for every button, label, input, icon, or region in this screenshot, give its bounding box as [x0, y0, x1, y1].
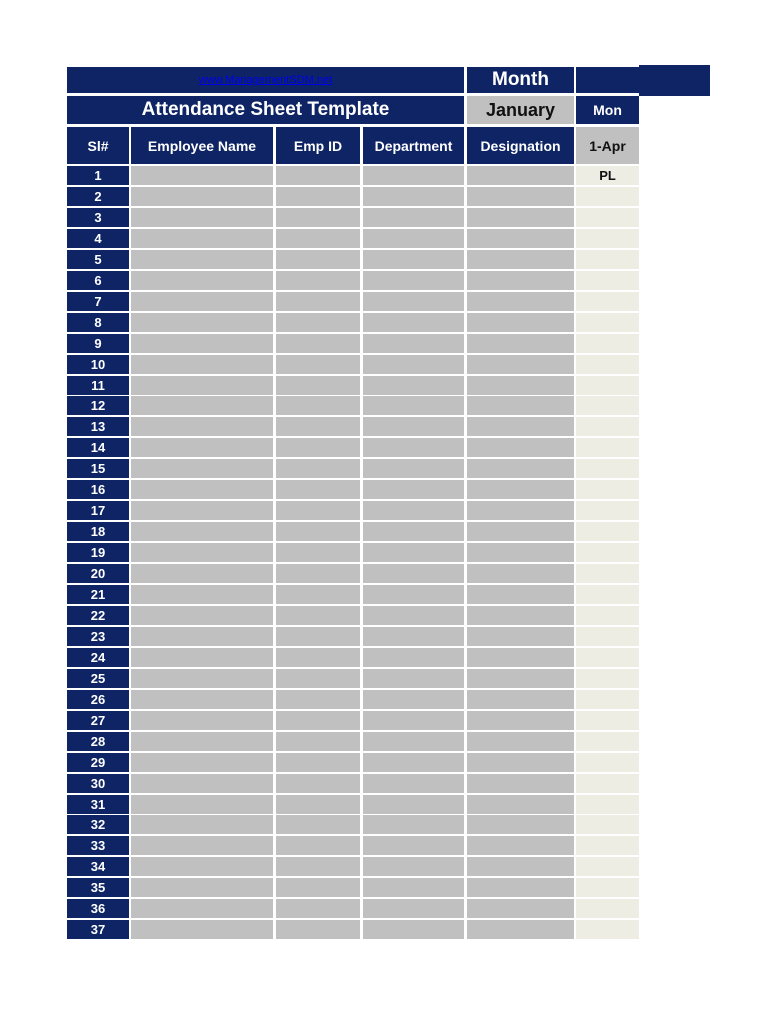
- emp-id-cell[interactable]: [276, 501, 360, 520]
- emp-id-cell[interactable]: [276, 899, 360, 918]
- designation-cell[interactable]: [467, 815, 574, 834]
- attendance-status-cell[interactable]: [576, 229, 639, 248]
- emp-id-cell[interactable]: [276, 229, 360, 248]
- attendance-status-cell[interactable]: [576, 271, 639, 290]
- designation-cell[interactable]: [467, 271, 574, 290]
- designation-cell[interactable]: [467, 229, 574, 248]
- serial-number: 15: [67, 459, 129, 478]
- department-cell[interactable]: [363, 711, 464, 730]
- designation-cell[interactable]: [467, 627, 574, 646]
- department-cell[interactable]: [363, 627, 464, 646]
- date-header: 1-Apr: [576, 127, 639, 164]
- designation-cell[interactable]: [467, 836, 574, 855]
- employee-name-cell[interactable]: [131, 229, 273, 248]
- emp-id-cell[interactable]: [276, 669, 360, 688]
- employee-name-cell[interactable]: [131, 396, 273, 415]
- designation-cell[interactable]: [467, 438, 574, 457]
- department-cell[interactable]: [363, 334, 464, 353]
- designation-cell[interactable]: [467, 355, 574, 374]
- header-overflow-cell: [639, 65, 710, 96]
- day-name-header: Mon: [576, 96, 639, 124]
- employee-name-cell[interactable]: [131, 355, 273, 374]
- attendance-status-cell[interactable]: [576, 690, 639, 709]
- employee-name-cell[interactable]: [131, 376, 273, 395]
- attendance-status-cell[interactable]: [576, 501, 639, 520]
- designation-cell[interactable]: [467, 292, 574, 311]
- department-cell[interactable]: [363, 899, 464, 918]
- department-cell[interactable]: [363, 878, 464, 897]
- employee-name-cell[interactable]: [131, 334, 273, 353]
- designation-cell[interactable]: [467, 732, 574, 751]
- serial-number: 29: [67, 753, 129, 772]
- employee-name-cell[interactable]: [131, 690, 273, 709]
- employee-name-cell[interactable]: [131, 585, 273, 604]
- employee-name-cell[interactable]: [131, 878, 273, 897]
- emp-id-cell[interactable]: [276, 396, 360, 415]
- emp-id-cell[interactable]: [276, 774, 360, 793]
- employee-name-cell[interactable]: [131, 522, 273, 541]
- attendance-status-cell[interactable]: [576, 878, 639, 897]
- employee-name-cell[interactable]: [131, 627, 273, 646]
- employee-name-cell[interactable]: [131, 899, 273, 918]
- emp-id-cell[interactable]: [276, 711, 360, 730]
- designation-cell[interactable]: [467, 459, 574, 478]
- attendance-status-cell[interactable]: [576, 376, 639, 395]
- attendance-status-cell[interactable]: [576, 522, 639, 541]
- designation-header: Designation: [467, 127, 574, 164]
- department-header: Department: [363, 127, 464, 164]
- emp-id-cell[interactable]: [276, 564, 360, 583]
- department-cell[interactable]: [363, 166, 464, 185]
- website-link[interactable]: www.ManagementSDM.net: [198, 74, 333, 86]
- serial-number: 1: [67, 166, 129, 185]
- emp-id-cell[interactable]: [276, 627, 360, 646]
- designation-cell[interactable]: [467, 376, 574, 395]
- serial-number: 5: [67, 250, 129, 269]
- attendance-status-cell[interactable]: [576, 334, 639, 353]
- serial-number: 22: [67, 606, 129, 625]
- department-cell[interactable]: [363, 208, 464, 227]
- employee-name-cell[interactable]: [131, 438, 273, 457]
- employee-name-cell[interactable]: [131, 564, 273, 583]
- employee-name-cell[interactable]: [131, 187, 273, 206]
- attendance-status-cell[interactable]: [576, 815, 639, 834]
- designation-cell[interactable]: [467, 711, 574, 730]
- employee-name-cell[interactable]: [131, 774, 273, 793]
- employee-name-cell[interactable]: [131, 920, 273, 939]
- designation-cell[interactable]: [467, 564, 574, 583]
- department-cell[interactable]: [363, 396, 464, 415]
- attendance-status-cell[interactable]: [576, 459, 639, 478]
- employee-name-cell[interactable]: [131, 857, 273, 876]
- serial-number: 13: [67, 417, 129, 436]
- emp-id-cell[interactable]: [276, 459, 360, 478]
- designation-cell[interactable]: [467, 669, 574, 688]
- attendance-status-cell[interactable]: [576, 355, 639, 374]
- attendance-status-cell[interactable]: [576, 585, 639, 604]
- department-cell[interactable]: [363, 187, 464, 206]
- employee-name-cell[interactable]: [131, 543, 273, 562]
- month-label: Month: [467, 67, 574, 93]
- serial-number: 9: [67, 334, 129, 353]
- designation-cell[interactable]: [467, 899, 574, 918]
- employee-name-cell[interactable]: [131, 166, 273, 185]
- emp-id-cell[interactable]: [276, 417, 360, 436]
- department-cell[interactable]: [363, 669, 464, 688]
- employee-name-cell[interactable]: [131, 480, 273, 499]
- department-cell[interactable]: [363, 543, 464, 562]
- serial-number: 19: [67, 543, 129, 562]
- emp-id-cell[interactable]: [276, 648, 360, 667]
- emp-id-cell[interactable]: [276, 313, 360, 332]
- serial-number: 32: [67, 815, 129, 834]
- emp-id-cell[interactable]: [276, 208, 360, 227]
- department-cell[interactable]: [363, 438, 464, 457]
- employee-name-cell[interactable]: [131, 313, 273, 332]
- department-cell[interactable]: [363, 774, 464, 793]
- emp-id-cell[interactable]: [276, 585, 360, 604]
- serial-number: 17: [67, 501, 129, 520]
- serial-number: 12: [67, 396, 129, 415]
- attendance-status-cell[interactable]: [576, 543, 639, 562]
- department-cell[interactable]: [363, 732, 464, 751]
- employee-name-cell[interactable]: [131, 501, 273, 520]
- emp-id-cell[interactable]: [276, 334, 360, 353]
- emp-id-cell[interactable]: [276, 857, 360, 876]
- department-cell[interactable]: [363, 920, 464, 939]
- designation-cell[interactable]: [467, 606, 574, 625]
- employee-name-cell[interactable]: [131, 795, 273, 814]
- department-cell[interactable]: [363, 564, 464, 583]
- link-cell: [67, 67, 464, 93]
- serial-number: 30: [67, 774, 129, 793]
- attendance-status-cell[interactable]: [576, 564, 639, 583]
- serial-number: 34: [67, 857, 129, 876]
- designation-cell[interactable]: [467, 690, 574, 709]
- attendance-status-cell[interactable]: [576, 480, 639, 499]
- department-cell[interactable]: [363, 836, 464, 855]
- emp-id-cell[interactable]: [276, 795, 360, 814]
- department-cell[interactable]: [363, 459, 464, 478]
- serial-number: 7: [67, 292, 129, 311]
- serial-number: 8: [67, 313, 129, 332]
- designation-cell[interactable]: [467, 480, 574, 499]
- serial-number: 35: [67, 878, 129, 897]
- attendance-status-cell[interactable]: [576, 606, 639, 625]
- attendance-status-cell[interactable]: [576, 669, 639, 688]
- department-cell[interactable]: [363, 501, 464, 520]
- designation-cell[interactable]: [467, 774, 574, 793]
- department-cell[interactable]: [363, 292, 464, 311]
- attendance-status-cell[interactable]: [576, 208, 639, 227]
- serial-number: 6: [67, 271, 129, 290]
- designation-cell[interactable]: [467, 795, 574, 814]
- serial-number: 23: [67, 627, 129, 646]
- sl-header: Sl#: [67, 127, 129, 164]
- attendance-status-cell[interactable]: [576, 187, 639, 206]
- attendance-status-cell[interactable]: PL: [576, 166, 639, 185]
- attendance-status-cell[interactable]: [576, 396, 639, 415]
- designation-cell[interactable]: [467, 878, 574, 897]
- designation-cell[interactable]: [467, 522, 574, 541]
- employee-name-cell[interactable]: [131, 250, 273, 269]
- emp-id-cell[interactable]: [276, 271, 360, 290]
- attendance-status-cell[interactable]: [576, 627, 639, 646]
- serial-number: 14: [67, 438, 129, 457]
- designation-cell[interactable]: [467, 543, 574, 562]
- employee-name-cell[interactable]: [131, 711, 273, 730]
- serial-number: 28: [67, 732, 129, 751]
- serial-number: 21: [67, 585, 129, 604]
- employee-name-header: Employee Name: [131, 127, 273, 164]
- serial-number: 2: [67, 187, 129, 206]
- emp-id-cell[interactable]: [276, 480, 360, 499]
- emp-id-cell[interactable]: [276, 355, 360, 374]
- serial-number: 10: [67, 355, 129, 374]
- serial-number: 16: [67, 480, 129, 499]
- designation-cell[interactable]: [467, 396, 574, 415]
- emp-id-cell[interactable]: [276, 878, 360, 897]
- serial-number: 18: [67, 522, 129, 541]
- attendance-status-cell[interactable]: [576, 753, 639, 772]
- employee-name-cell[interactable]: [131, 208, 273, 227]
- department-cell[interactable]: [363, 522, 464, 541]
- attendance-status-cell[interactable]: [576, 417, 639, 436]
- department-cell[interactable]: [363, 795, 464, 814]
- serial-number: 11: [67, 376, 129, 395]
- designation-cell[interactable]: [467, 753, 574, 772]
- employee-name-cell[interactable]: [131, 732, 273, 751]
- attendance-status-cell[interactable]: [576, 774, 639, 793]
- attendance-status-cell[interactable]: [576, 250, 639, 269]
- department-cell[interactable]: [363, 271, 464, 290]
- designation-cell[interactable]: [467, 920, 574, 939]
- department-cell[interactable]: [363, 480, 464, 499]
- designation-cell[interactable]: [467, 648, 574, 667]
- attendance-status-cell[interactable]: [576, 648, 639, 667]
- emp-id-cell[interactable]: [276, 920, 360, 939]
- department-cell[interactable]: [363, 606, 464, 625]
- department-cell[interactable]: [363, 313, 464, 332]
- serial-number: 26: [67, 690, 129, 709]
- attendance-status-cell[interactable]: [576, 711, 639, 730]
- attendance-status-cell[interactable]: [576, 836, 639, 855]
- designation-cell[interactable]: [467, 334, 574, 353]
- emp-id-cell[interactable]: [276, 753, 360, 772]
- header-extension-cell: [576, 67, 639, 93]
- attendance-status-cell[interactable]: [576, 795, 639, 814]
- emp-id-cell[interactable]: [276, 376, 360, 395]
- employee-name-cell[interactable]: [131, 459, 273, 478]
- serial-number: 37: [67, 920, 129, 939]
- serial-number: 3: [67, 208, 129, 227]
- emp-id-cell[interactable]: [276, 815, 360, 834]
- emp-id-cell[interactable]: [276, 292, 360, 311]
- attendance-status-cell[interactable]: [576, 292, 639, 311]
- attendance-status-cell[interactable]: [576, 899, 639, 918]
- serial-number: 24: [67, 648, 129, 667]
- employee-name-cell[interactable]: [131, 648, 273, 667]
- department-cell[interactable]: [363, 376, 464, 395]
- employee-name-cell[interactable]: [131, 836, 273, 855]
- serial-number: 31: [67, 795, 129, 814]
- department-cell[interactable]: [363, 753, 464, 772]
- designation-cell[interactable]: [467, 585, 574, 604]
- attendance-status-cell[interactable]: [576, 920, 639, 939]
- emp-id-cell[interactable]: [276, 543, 360, 562]
- attendance-status-cell[interactable]: [576, 857, 639, 876]
- emp-id-cell[interactable]: [276, 606, 360, 625]
- serial-number: 25: [67, 669, 129, 688]
- designation-cell[interactable]: [467, 857, 574, 876]
- emp-id-cell[interactable]: [276, 187, 360, 206]
- designation-cell[interactable]: [467, 313, 574, 332]
- department-cell[interactable]: [363, 250, 464, 269]
- emp-id-cell[interactable]: [276, 250, 360, 269]
- serial-number: 36: [67, 899, 129, 918]
- serial-number: 20: [67, 564, 129, 583]
- department-cell[interactable]: [363, 815, 464, 834]
- attendance-status-cell[interactable]: [576, 438, 639, 457]
- designation-cell[interactable]: [467, 250, 574, 269]
- designation-cell[interactable]: [467, 501, 574, 520]
- employee-name-cell[interactable]: [131, 417, 273, 436]
- emp-id-cell[interactable]: [276, 690, 360, 709]
- department-cell[interactable]: [363, 585, 464, 604]
- emp-id-cell[interactable]: [276, 836, 360, 855]
- serial-number: 27: [67, 711, 129, 730]
- employee-name-cell[interactable]: [131, 815, 273, 834]
- serial-number: 33: [67, 836, 129, 855]
- designation-cell[interactable]: [467, 187, 574, 206]
- month-value[interactable]: January: [467, 96, 574, 124]
- department-cell[interactable]: [363, 417, 464, 436]
- employee-name-cell[interactable]: [131, 753, 273, 772]
- employee-name-cell[interactable]: [131, 606, 273, 625]
- designation-cell[interactable]: [467, 208, 574, 227]
- department-cell[interactable]: [363, 355, 464, 374]
- attendance-status-cell[interactable]: [576, 732, 639, 751]
- emp-id-header: Emp ID: [276, 127, 360, 164]
- employee-name-cell[interactable]: [131, 669, 273, 688]
- emp-id-cell[interactable]: [276, 438, 360, 457]
- employee-name-cell[interactable]: [131, 271, 273, 290]
- department-cell[interactable]: [363, 648, 464, 667]
- emp-id-cell[interactable]: [276, 522, 360, 541]
- sheet-title: Attendance Sheet Template: [67, 96, 464, 124]
- department-cell[interactable]: [363, 229, 464, 248]
- serial-number: 4: [67, 229, 129, 248]
- emp-id-cell[interactable]: [276, 732, 360, 751]
- department-cell[interactable]: [363, 857, 464, 876]
- emp-id-cell[interactable]: [276, 166, 360, 185]
- department-cell[interactable]: [363, 690, 464, 709]
- designation-cell[interactable]: [467, 166, 574, 185]
- attendance-status-cell[interactable]: [576, 313, 639, 332]
- designation-cell[interactable]: [467, 417, 574, 436]
- employee-name-cell[interactable]: [131, 292, 273, 311]
